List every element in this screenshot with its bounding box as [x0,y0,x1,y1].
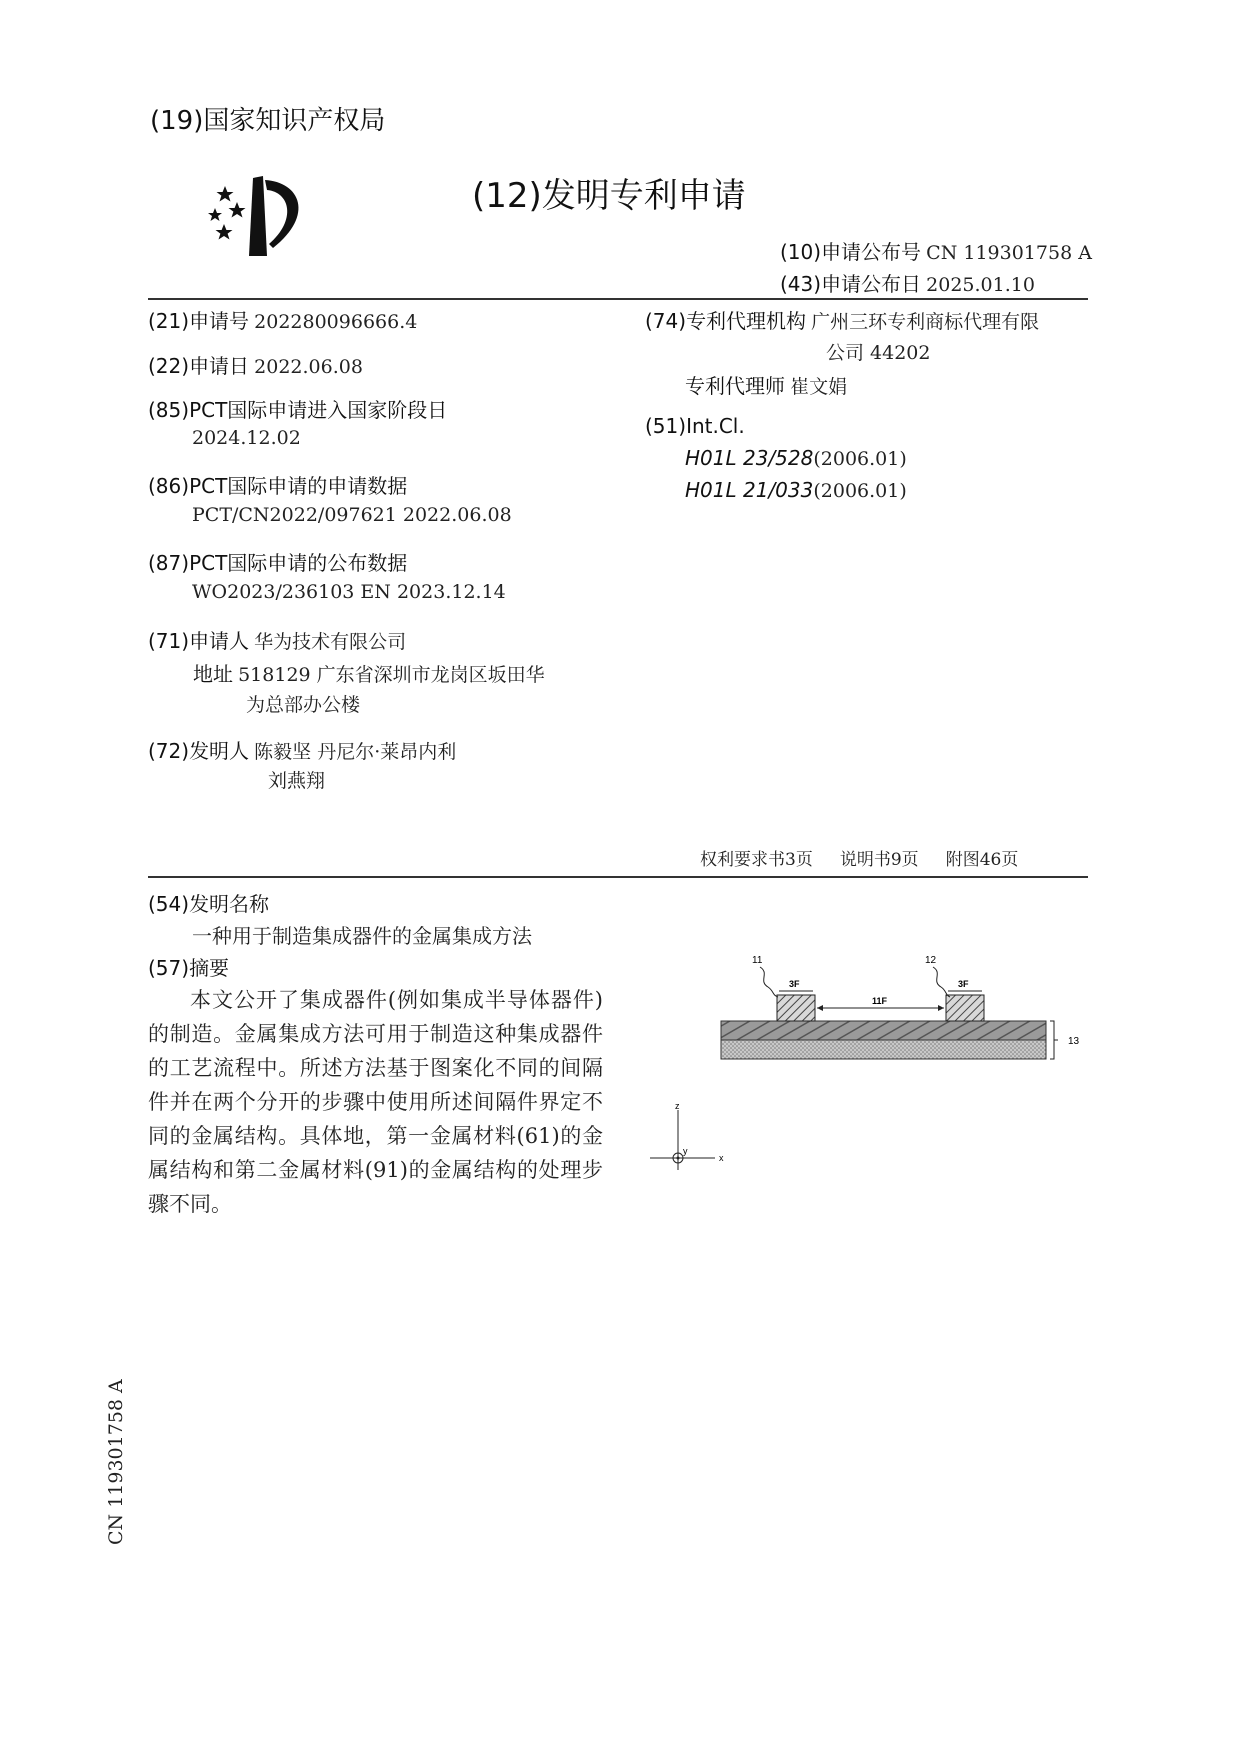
patent-agency-line2: 公司 44202 [826,342,931,364]
publication-number-label: 申请公布号 [821,240,922,264]
office-name: 国家知识产权局 [203,106,386,136]
inventors-line2: 刘燕翔 [268,770,326,792]
axis-x: x [719,1153,724,1163]
invention-title-heading: (54)发明名称 [148,892,270,916]
pct-application-data-value: PCT/CN2022/097621 2022.06.08 [192,504,512,526]
application-date: (22)申请日 2022.06.08 [148,354,363,378]
cnipa-logo-icon [205,170,315,260]
patent-agency: (74)专利代理机构 广州三环专利商标代理有限 [645,309,1040,333]
pct-publication-data-value: WO2023/236103 EN 2023.12.14 [192,581,506,603]
abstract-figure [640,945,1100,1195]
publication-date [780,268,1035,297]
ref-12: 12 [925,955,937,966]
axis-z: z [675,1101,680,1111]
patent-agent-value: 崔文娟 [790,376,848,398]
publication-number-value: CN 119301758 A [926,242,1092,264]
spacer-right [946,995,984,1021]
star-icon [208,208,222,221]
spacer-left [777,995,815,1021]
pct-publication-data: (87)PCT国际申请的公布数据 [148,551,408,575]
doc-type-text: 发明专利申请 [541,176,746,216]
inventors-line1: 陈毅坚 丹尼尔·莱昂内利 [254,741,457,763]
ipc-item: H01L 23/528(2006.01) [685,446,907,470]
drawing-pages: 附图46页 [945,850,1019,870]
patent-agent: 专利代理师 崔文娟 [685,374,848,398]
substrate-layer [721,1040,1046,1059]
publication-date-label: 申请公布日 [821,272,922,296]
abstract-text: 本文公开了集成器件(例如集成半导体器件)的制造。金属集成方法可用于制造这种集成器件的工艺流程中。所述方法基于图案化不同的间隔件并在两个分开的步骤中使用所述间隔件界定不同的金属结构。具体地，第一金属材料(61)的金属结构和第二金属材料(91)的金属结构的处理步骤不同。 [148,988,603,1216]
star-icon [229,202,246,218]
address-line2: 为总部办公楼 [246,694,361,716]
application-number-value: 202280096666.4 [254,311,418,333]
dim-3f-left: 3F [789,979,800,989]
side-document-id: CN 119301758 A [105,1379,127,1545]
axis-y: y [683,1146,688,1156]
pct-national-entry-value: 2024.12.02 [192,427,301,449]
applicant: (71)申请人 华为技术有限公司 [148,629,407,653]
ref-13: 13 [1068,1036,1080,1047]
dim-11f: 11F [872,996,888,1006]
middle-divider [148,876,1088,878]
publication-number-code: (10) [780,240,822,264]
application-number: (21)申请号 202280096666.4 [148,309,418,333]
office-header [150,100,385,137]
page-counts [700,845,1018,870]
publication-date-code: (43) [780,272,822,296]
dim-3f-right: 3F [958,979,969,989]
application-date-value: 2022.06.08 [254,356,363,378]
top-layer [721,1021,1046,1040]
applicant-value: 华为技术有限公司 [254,631,407,653]
office-code: (19) [150,106,204,136]
description-pages: 说明书9页 [839,850,919,870]
pct-application-data: (86)PCT国际申请的申请数据 [148,474,408,498]
ipc-classification: (51)Int.Cl. [645,414,745,438]
doc-type-code: (12) [472,176,542,216]
star-icon [216,224,233,240]
doc-type-title [472,168,746,217]
top-divider [148,298,1088,300]
ref-11: 11 [752,955,763,966]
publication-number [780,236,1092,265]
address: 地址 518129 广东省深圳市龙岗区坂田华 [193,662,545,686]
invention-title: 一种用于制造集成器件的金属集成方法 [192,924,532,948]
claims-pages: 权利要求书3页 [700,850,813,870]
patent-agency-line1: 广州三环专利商标代理有限 [811,311,1040,333]
publication-date-value: 2025.01.10 [926,274,1035,296]
star-icon [217,186,234,202]
pct-national-entry: (85)PCT国际申请进入国家阶段日 [148,398,448,422]
ipc-item: H01L 21/033(2006.01) [685,478,907,502]
address-line1: 518129 广东省深圳市龙岗区坂田华 [238,664,545,686]
abstract-heading: (57)摘要 [148,956,230,980]
inventors: (72)发明人 陈毅坚 丹尼尔·莱昂内利 [148,739,457,763]
